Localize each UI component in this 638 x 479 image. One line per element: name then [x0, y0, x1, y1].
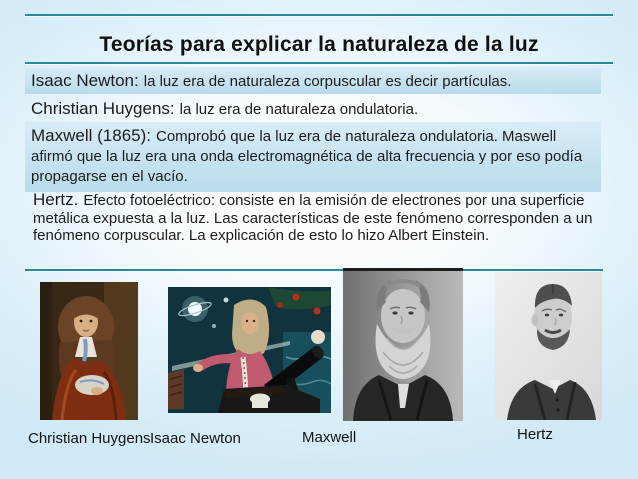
caption-christian-huygens: Christian Huygens: [28, 430, 151, 447]
text-block-hertz: [25, 191, 611, 245]
top-divider: [25, 14, 613, 16]
text-block-newton: [25, 67, 601, 94]
hertz-label: Hertz.: [33, 190, 79, 209]
text-block-huygens: [25, 96, 607, 121]
caption-hertz: Hertz: [517, 426, 553, 443]
maxwell-portrait-icon: [343, 268, 463, 421]
newton-portrait-image: [168, 287, 331, 413]
huygens-label: Christian Huygens:: [31, 99, 175, 118]
caption-isaac-newton: Isaac Newton: [150, 430, 241, 447]
hertz-portrait-icon: [495, 272, 602, 420]
newton-label: Isaac Newton:: [31, 71, 139, 90]
maxwell-text: Comprobó que la luz era de naturaleza ondulatoria. Maswell afirmó que la luz era una onda electromagnética de alta frecuencia y por eso podía propagarse en el vacío.: [31, 128, 583, 185]
huygens-text: la luz era de naturaleza ondulatoria.: [179, 101, 419, 118]
newton-text: la luz era de naturaleza corpuscular es decir partículas.: [143, 73, 512, 90]
newton-portrait-icon: [168, 287, 331, 413]
hertz-portrait-image: [495, 272, 602, 420]
huygens-portrait-image: [40, 282, 138, 420]
page-title: Teorías para explicar la naturaleza de la luz: [99, 33, 539, 56]
maxwell-label: Maxwell (1865):: [31, 126, 151, 145]
photos-divider: [25, 269, 603, 271]
caption-maxwell: Maxwell: [302, 429, 357, 446]
hertz-text: Efecto fotoeléctrico: consiste en la emisión de electrones por una superficie metálica expuesta a la luz. Las características de este fenómeno corresponden a un fenómeno corpuscular. La explicación de esto lo hizo Albert Einstein.: [33, 192, 593, 244]
title-divider: [25, 62, 613, 64]
huygens-portrait-icon: [40, 282, 138, 420]
maxwell-portrait-image: [343, 268, 463, 421]
text-block-maxwell: [25, 122, 601, 192]
